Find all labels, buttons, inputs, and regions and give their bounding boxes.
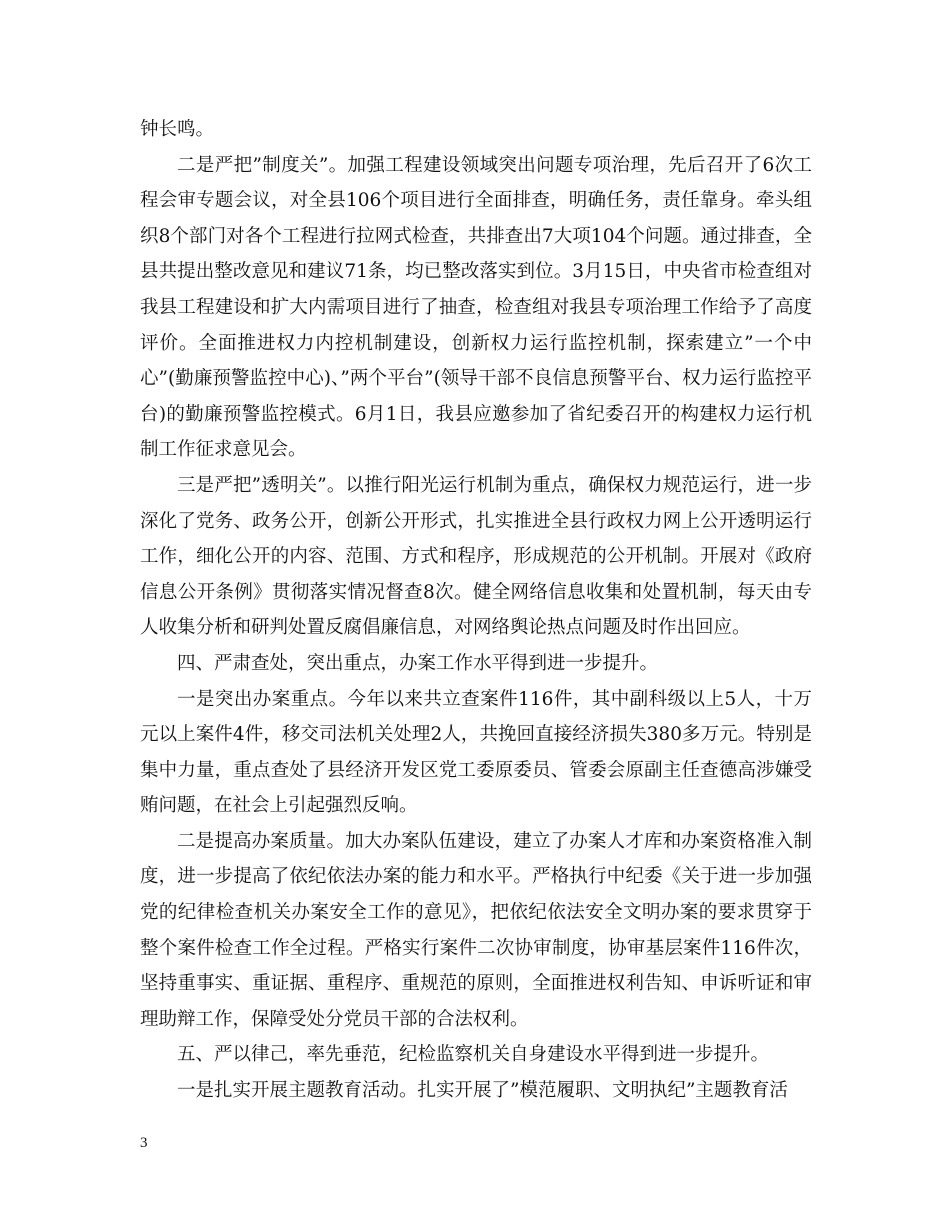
paragraph-1: 钟长鸣。 [140, 119, 215, 140]
paragraph-3: 三是严把”透明关”。以推行阳光运行机制为重点，确保权力规范运行，进一步深化了党务、政务公开，创新公开形式，扎实推进全县行政权力网上公开透明运行工作，细化公开的内容、范围、方式和程序，形成规范的公开机制。开展对《政府信息公开条例》贯彻落实情况督查8次。健全网络信息收集和处置机制，每天由专人收集分析和研判处置反腐倡廉信息，对网络舆论热点问题及时作出回应。 [140, 474, 812, 639]
paragraph-8: 一是扎实开展主题教育活动。扎实开展了”模范履职、文明执纪”主题教育活 [177, 1080, 788, 1102]
paragraph-2: 二是严把”制度关”。加强工程建设领域突出问题专项治理，先后召开了6次工程会审专题会议，对全县106个项目进行全面排查，明确任务，责任靠身。牵头组织8个部门对各个工程进行拉网式检查，共排查出7大项104个问题。通过排查，全县共提出整改意见和建议71条，均已整改落实到位。3月15日，中央省市检查组对我县工程建设和扩大内需项目进行了抽查，检查组对我县专项治理工作给予了高度评价。全面推进权力内控机制建设，创新权力运行监控机制，探索建立”一个中心”(勤廉预警监控中心)、”两个平台”(领导干部不良信息预警平台、权力运行监控平台)的勤廉预警监控模式。6月1日，我县应邀参加了省纪委召开的构建权力运行机制工作征求意见会。 [140, 154, 812, 461]
page-number: 3 [140, 1135, 148, 1151]
paragraph-5: 一是突出办案重点。今年以来共立查案件116件，其中副科级以上5人，十万元以上案件4件，移交司法机关处理2人，共挽回直接经济损失380多万元。特别是集中力量，重点查处了县经济开发区党工委原委员、管委会原副主任查德高涉嫌受贿问题，在社会上引起强烈反响。 [140, 688, 812, 817]
body-text [140, 112, 812, 1109]
section-heading-5: 五、严以律己，率先垂范，纪检监察机关自身建设水平得到进一步提升。 [177, 1044, 770, 1066]
section-heading-4: 四、严肃查处，突出重点，办案工作水平得到进一步提升。 [177, 652, 659, 674]
paragraph-6: 二是提高办案质量。加大办案队伍建设，建立了办案人才库和办案资格准入制度，进一步提高了依纪依法办案的能力和水平。严格执行中纪委《关于进一步加强党的纪律检查机关办案安全工作的意见》，把依纪依法安全文明办案的要求贯穿于整个案件检查工作全过程。严格实行案件二次协审制度，协审基层案件116件次，坚持重事实、重证据、重程序、重规范的原则，全面推进权利告知、申诉听证和审理助辩工作，保障受处分党员干部的合法权利。 [140, 830, 812, 1030]
